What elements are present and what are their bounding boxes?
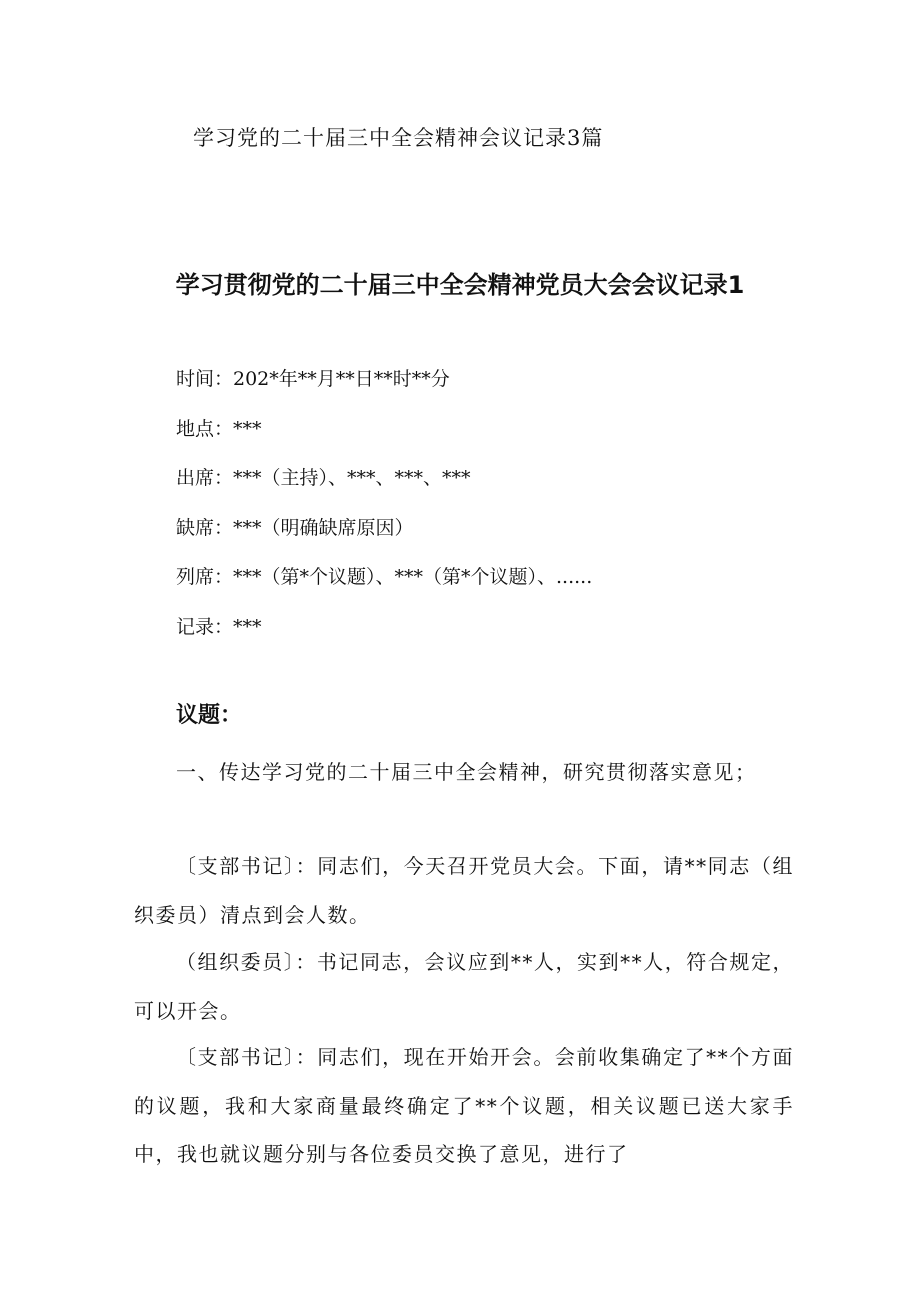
paragraph-secretary-2: 〔支部书记〕：同志们，现在开始开会。会前收集确定了**个方面的议题，我和大家商量最终确定了**个议题，相关议题已送大家手中，我也就议题分别与各位委员交换了意见，进行了 (134, 1045, 794, 1166)
paragraph-organizer: （组织委员〕：书记同志，会议应到**人，实到**人，符合规定，可以开会。 (134, 950, 794, 1023)
meeting-meta-list (176, 355, 592, 653)
meta-time: 时间：202*年**月**日**时**分 (176, 368, 450, 390)
document-title: 学习党的二十届三中全会精神会议记录3篇 (193, 126, 604, 150)
meta-attendees: 出席：***（主持）、***、***、*** (176, 467, 471, 490)
meta-absentees: 缺席：***（明确缺席原因） (176, 516, 414, 539)
agenda-label: 议题： (176, 703, 243, 728)
agenda-item-1: 一、传达学习党的二十届三中全会精神，研究贯彻落实意见； (176, 760, 757, 784)
meta-recorder: 记录：*** (176, 615, 262, 638)
record-heading: 学习贯彻党的二十届三中全会精神党员大会会议记录1 (175, 271, 745, 299)
meta-location: 地点：*** (176, 417, 262, 440)
meta-observers: 列席：***（第*个议题）、***（第*个议题）、...... (176, 566, 593, 589)
paragraph-secretary-1: 〔支部书记〕：同志们，今天召开党员大会。下面，请**同志（组织委员）清点到会人数。 (134, 854, 794, 927)
